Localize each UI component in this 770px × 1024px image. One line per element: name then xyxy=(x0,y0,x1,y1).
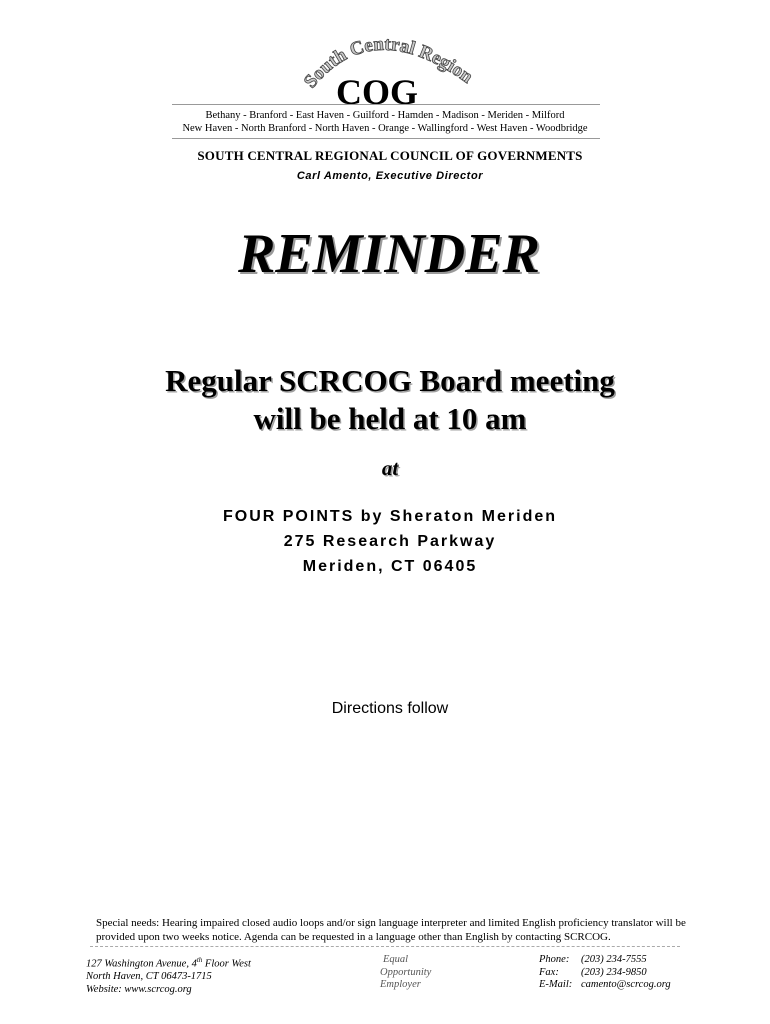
at-word: at xyxy=(381,456,399,480)
email-address[interactable]: camento@scrcog.org xyxy=(581,979,671,990)
fax-number: (203) 234-9850 xyxy=(581,966,647,978)
address-line-2: North Haven, CT 06473-1715 xyxy=(86,971,212,982)
phone-label: Phone: xyxy=(539,954,570,965)
member-towns-line-1: Bethany - Branford - East Haven - Guilford - Hamden - Madison - Meriden - Milford xyxy=(205,110,565,121)
address-line-1: 127 Washington Avenue, 4th Floor West xyxy=(86,956,251,970)
eoe-line-1: Equal xyxy=(383,954,409,965)
directions-note: Directions follow xyxy=(331,700,449,717)
logo-graphic xyxy=(290,22,480,112)
logo-acronym: COG xyxy=(336,72,419,112)
executive-director: Carl Amento, Executive Director xyxy=(296,170,484,182)
headline-line-1: Regular SCRCOG Board meeting xyxy=(165,363,615,398)
scrcog-logo xyxy=(290,22,480,112)
footer-contacts xyxy=(539,954,671,992)
fax-row xyxy=(539,967,671,980)
headline-line-2: will be held at 10 am xyxy=(253,401,527,436)
member-towns-line-2: New Haven - North Branford - North Haven - Orange - Wallingford - West Haven - Woodbridge xyxy=(182,123,588,134)
eoe-line-3: Employer xyxy=(380,979,421,990)
eoe-line-2: Opportunity xyxy=(380,966,432,978)
website-link[interactable]: Website: www.scrcog.org xyxy=(86,983,192,995)
organization-name: SOUTH CENTRAL REGIONAL COUNCIL OF GOVERNMENTS xyxy=(197,148,583,163)
reminder-title: REMINDER xyxy=(238,223,540,285)
phone-row xyxy=(539,954,671,967)
logo-arc-text: South Central Region xyxy=(299,33,477,93)
phone-number: (203) 234-7555 xyxy=(581,954,647,965)
special-needs-notice: Special needs: Hearing impaired closed audio loops and/or sign language interpreter and limited English proficiency translator will be provided upon two weeks notice. Agenda can be requested in a language other than English by contacting SCRCOG. xyxy=(96,917,686,943)
fax-label: Fax: xyxy=(539,966,559,978)
venue-name: FOUR POINTS by Sheraton Meriden xyxy=(222,508,558,525)
footer-eoe xyxy=(380,954,431,992)
footer-divider xyxy=(90,946,680,947)
venue-city: Meriden, CT 06405 xyxy=(302,558,478,575)
email-row xyxy=(539,979,671,992)
header-rule-top xyxy=(172,104,600,105)
venue-street: 275 Research Parkway xyxy=(283,533,497,550)
email-label: E-Mail: xyxy=(539,979,573,990)
header-rule-bottom xyxy=(172,138,600,139)
footer-address xyxy=(86,954,251,996)
